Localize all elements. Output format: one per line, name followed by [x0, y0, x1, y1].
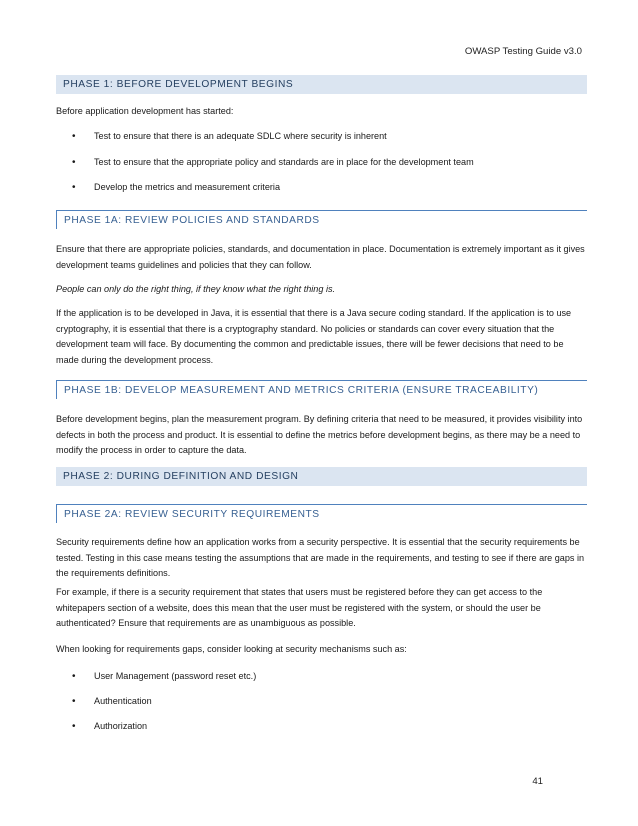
section-heading-text: PHASE 2A: REVIEW SECURITY REQUIREMENTS	[64, 508, 320, 520]
paragraph-phase1a-2: If the application is to be developed in Java, it is essential that there is a Java secure coding standard. If the application is to use cryptography, it is essential that there is a cryptography standard. No policies or standards can cover every situation that the development team will face. By documenting the common and predictable issues, there will be fewer decisions that need to be made during the development process.	[56, 308, 572, 365]
paragraph-phase2a-1: Security requirements define how an application works from a security perspective. It is essential that the security requirements be tested. Testing in this case means testing the assumptions that are made in the requirements, and testing to see if there are gaps in the requirements definitions.	[56, 537, 585, 578]
section-heading-text: PHASE 1B: DEVELOP MEASUREMENT AND METRICS CRITERIA (ENSURE TRACEABILITY)	[64, 384, 539, 396]
section-heading-phase1a	[56, 210, 587, 229]
bullet-text: Test to ensure that there is an adequate SDLC where security is inherent	[94, 131, 387, 141]
bullet-item	[72, 695, 152, 708]
section-heading-phase1	[56, 75, 587, 94]
bullet-item	[72, 156, 474, 169]
bullet-item	[72, 670, 256, 683]
bullet-glyph: •	[72, 721, 76, 732]
page-number: 41	[532, 776, 543, 787]
section-heading-text: PHASE 1A: REVIEW POLICIES AND STANDARDS	[64, 214, 320, 226]
page-header: OWASP Testing Guide v3.0	[464, 46, 582, 57]
bullet-item	[72, 181, 280, 194]
bullet-glyph: •	[72, 182, 76, 193]
bullet-item	[72, 130, 387, 143]
bullet-glyph: •	[72, 157, 76, 168]
bullet-text: Develop the metrics and measurement criteria	[94, 182, 280, 192]
bullet-glyph: •	[72, 696, 76, 707]
bullet-text: Authorization	[94, 721, 148, 731]
section-heading-phase2a	[56, 504, 587, 523]
bullet-glyph: •	[72, 671, 76, 682]
paragraph-phase1a-1: Ensure that there are appropriate policies, standards, and documentation in place. Documentation is extremely important as it gives development teams guidelines and policies that they can follow.	[56, 244, 585, 270]
paragraph-phase1-intro: Before application development has started:	[56, 106, 234, 116]
paragraph-phase1a-quote: People can only do the right thing, if they know what the right thing is.	[56, 284, 336, 294]
paragraph-phase1b-1: Before development begins, plan the measurement program. By defining criteria that need to be measured, it provides visibility into defects in both the process and product. It is essential to define the metrics before development begins, as there may be a need to modify the process in order to capture the data.	[56, 414, 583, 455]
paragraph-phase2a-2: For example, if there is a security requirement that states that users must be registered before they can get access to the whitepapers section of a website, does this mean that the user must be registered with the system, or should the user be authenticated? Ensure that requirements are as unambiguous as possible.	[56, 587, 543, 628]
bullet-text: Test to ensure that the appropriate policy and standards are in place for the development team	[94, 157, 474, 167]
section-heading-text: PHASE 1: BEFORE DEVELOPMENT BEGINS	[63, 79, 294, 90]
bullet-glyph: •	[72, 131, 76, 142]
section-heading-phase2	[56, 467, 587, 486]
bullet-text: Authentication	[94, 696, 152, 706]
section-heading-phase1b	[56, 380, 587, 399]
paragraph-phase2a-3: When looking for requirements gaps, consider looking at security mechanisms such as:	[56, 644, 407, 654]
bullet-text: User Management (password reset etc.)	[94, 671, 257, 681]
section-heading-text: PHASE 2: DURING DEFINITION AND DESIGN	[63, 471, 299, 482]
bullet-item	[72, 720, 147, 733]
